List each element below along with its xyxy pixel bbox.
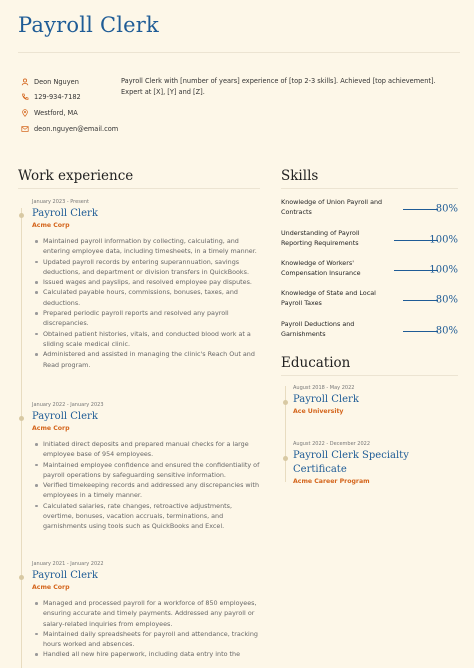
phone-icon <box>20 93 29 102</box>
education-degree: Payroll Clerk Specialty Certificate <box>293 450 409 475</box>
education-entry-2 <box>293 440 463 492</box>
skill-level-bar <box>403 331 438 332</box>
job-bullet: Updated payroll records by entering superannuation, savings deductions, and department or division transfers in QuickBooks. <box>32 257 262 278</box>
contact-name-text: Deon Nguyen <box>34 77 79 86</box>
skill-name: Knowledge of Workers' Compensation Insurance <box>281 259 361 277</box>
work-experience-heading: Work experience <box>18 168 134 184</box>
skill-level-bar <box>403 209 438 210</box>
contact-email <box>20 121 118 137</box>
job-company: Acme Corp <box>32 222 70 229</box>
job-bullet: Maintained employee confidence and ensured the confidentiality of payroll operations by safeguarding sensitive information. <box>32 460 262 481</box>
work-experience-divider <box>18 188 260 189</box>
job-bullet: Calculated payable hours, commissions, bonuses, taxes, and deductions. <box>32 287 262 308</box>
job-bullets <box>32 598 262 660</box>
skill-name: Knowledge of Union Payroll and Contracts <box>281 198 383 216</box>
job-title: Payroll Clerk <box>32 411 98 422</box>
skill-item <box>281 289 458 311</box>
job-bullet: Maintained payroll information by collecting, calculating, and entering employee data, including timesheets, in a timely manner. <box>32 236 262 257</box>
skills-divider <box>281 188 458 189</box>
skill-level-bar <box>403 300 438 301</box>
education-heading: Education <box>281 355 351 371</box>
work-timeline-dot <box>19 213 24 218</box>
contact-phone-text: 129-934-7182 <box>34 93 81 102</box>
work-timeline-dot <box>19 575 24 580</box>
skill-item <box>281 229 458 251</box>
job-bullets <box>32 439 262 532</box>
job-bullets <box>32 236 262 370</box>
contact-list <box>20 74 118 136</box>
work-timeline-dot <box>19 416 24 421</box>
job-entry-2 <box>32 401 262 532</box>
education-school: Ace University <box>293 408 344 415</box>
job-bullet: Issued wages and payslips, and resolved employee pay disputes. <box>32 277 262 287</box>
contact-location-text: Westford, MA <box>34 108 78 117</box>
job-company: Acme Corp <box>32 425 70 432</box>
education-entry-1 <box>293 384 463 422</box>
profile-summary: Payroll Clerk with [number of years] experience of [top 2-3 skills]. Achieved [top achievement]. Expert at [X], [Y] and [Z]. <box>121 77 436 96</box>
education-dates: August 2022 - December 2022 <box>293 441 371 447</box>
skill-percent: 80% <box>435 203 458 215</box>
contact-email-text[interactable]: deon.nguyen@email.com <box>34 124 119 133</box>
job-bullet: Maintained daily spreadsheets for payroll and attendance, tracking hours worked and absences. <box>32 629 262 650</box>
skill-percent: 100% <box>429 234 458 246</box>
skill-percent: 80% <box>435 294 458 306</box>
job-bullet: Calculated salaries, rate changes, retroactive adjustments, overtime, bonuses, vacation accruals, terminations, and garnishments using tools such as QuickBooks and Excel. <box>32 501 262 532</box>
skill-item <box>281 259 458 281</box>
job-entry-3 <box>32 560 262 660</box>
work-timeline-line <box>21 208 22 668</box>
skill-percent: 100% <box>429 264 458 276</box>
job-dates: January 2022 - January 2023 <box>32 402 104 408</box>
contact-phone <box>20 90 118 106</box>
skill-name: Knowledge of State and Local Payroll Taxes <box>281 289 376 307</box>
header-divider <box>18 52 460 53</box>
job-dates: January 2021 - January 2022 <box>32 561 104 567</box>
job-dates: January 2023 - Present <box>32 199 90 205</box>
job-bullet: Prepared periodic payroll reports and resolved any payroll discrepancies. <box>32 308 262 329</box>
education-degree: Payroll Clerk <box>293 394 359 405</box>
job-title: Payroll Clerk <box>32 208 98 219</box>
education-timeline-dot <box>283 456 288 461</box>
person-icon <box>20 77 29 86</box>
skills-heading: Skills <box>281 168 319 184</box>
education-divider <box>281 375 458 376</box>
job-title: Payroll Clerk <box>32 570 98 581</box>
contact-name <box>20 74 118 90</box>
contact-location <box>20 105 118 121</box>
page-title: Payroll Clerk <box>18 13 159 37</box>
job-bullet: Verified timekeeping records and addressed any discrepancies with employees in a timely manner. <box>32 480 262 501</box>
education-timeline-dot <box>283 400 288 405</box>
skill-item <box>281 320 458 342</box>
education-dates: August 2018 - May 2022 <box>293 385 355 391</box>
job-company: Acme Corp <box>32 584 70 591</box>
skill-name: Payroll Deductions and Garnishments <box>281 320 355 338</box>
job-bullet: Initiated direct deposits and prepared manual checks for a large employee base of 954 employees. <box>32 439 262 460</box>
skill-percent: 80% <box>435 325 458 337</box>
job-bullet: Administered and assisted in managing the clinic's Reach Out and Read program. <box>32 349 262 370</box>
education-school: Acme Career Program <box>293 478 370 485</box>
job-bullet: Obtained patient histories, vitals, and conducted blood work at a sliding scale medical clinic. <box>32 329 262 350</box>
job-bullet: Handled all new hire paperwork, including data entry into the <box>32 649 262 659</box>
job-bullet: Managed and processed payroll for a workforce of 850 employees, ensuring accurate and timely payments. Addressed any payroll or salary-related inquiries from employees. <box>32 598 262 629</box>
location-pin-icon <box>20 108 29 117</box>
skill-name: Understanding of Payroll Reporting Requirements <box>281 229 360 247</box>
skill-item <box>281 198 458 220</box>
email-icon <box>20 124 29 133</box>
job-entry-1 <box>32 198 262 370</box>
